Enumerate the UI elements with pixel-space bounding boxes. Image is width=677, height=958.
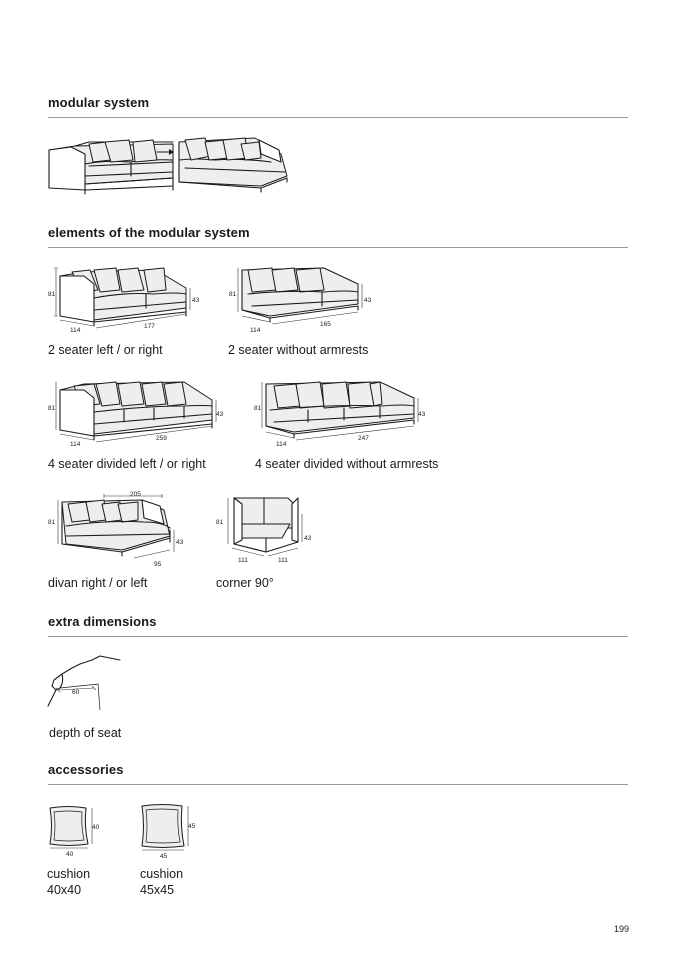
caption-divan: divan right / or left xyxy=(48,576,148,590)
dim-side-a: 111 xyxy=(238,557,248,564)
section-title-accessories: accessories xyxy=(48,762,124,777)
caption-two-seater-left: 2 seater left / or right xyxy=(48,343,163,357)
cushion-40-drawing xyxy=(44,802,114,862)
caption-cushion-45 xyxy=(140,866,183,898)
dim-seat-height: 43 xyxy=(216,411,224,418)
dim-height: 81 xyxy=(48,291,56,298)
dim-seat-height: 43 xyxy=(364,297,372,304)
caption-line-2: 40x40 xyxy=(47,883,82,897)
dim-depth: 114 xyxy=(70,441,81,448)
section-title-modular-system: modular system xyxy=(48,95,150,110)
caption-two-seater-no-arms: 2 seater without armrests xyxy=(228,343,369,357)
dim-height: 81 xyxy=(254,405,262,412)
section-divider xyxy=(48,247,628,248)
dim-seat-height: 43 xyxy=(192,297,200,304)
dim-width: 165 xyxy=(320,321,331,328)
modular-system-illustration xyxy=(45,132,295,204)
dim-side-b: 111 xyxy=(278,557,288,564)
divan-drawing xyxy=(44,490,194,572)
four-seater-divided-left-drawing xyxy=(44,378,224,450)
dim-height: 81 xyxy=(48,405,56,412)
caption-line-1: cushion xyxy=(140,867,184,881)
dim-cushion-height: 40 xyxy=(92,824,100,831)
dim-seat-height: 43 xyxy=(304,535,312,542)
caption-depth-of-seat: depth of seat xyxy=(49,726,122,740)
two-seater-no-arms-drawing xyxy=(228,264,388,336)
section-title-extra-dimensions: extra dimensions xyxy=(48,614,157,629)
dim-seat-height: 43 xyxy=(418,411,426,418)
dim-cushion-width: 40 xyxy=(66,851,74,858)
dim-seat-depth: 60 xyxy=(72,689,80,696)
section-title-elements: elements of the modular system xyxy=(48,225,250,240)
dim-width: 247 xyxy=(358,435,369,442)
caption-four-seater-divided-left: 4 seater divided left / or right xyxy=(48,457,206,471)
dim-depth: 114 xyxy=(276,441,287,448)
dim-seat-height: 43 xyxy=(176,539,184,546)
dim-cushion-height: 45 xyxy=(188,823,196,830)
four-seater-no-arms-drawing xyxy=(252,378,432,450)
caption-line-2: 45x45 xyxy=(140,883,175,897)
dim-height: 81 xyxy=(229,291,237,298)
caption-line-1: cushion xyxy=(47,867,91,881)
dim-height: 81 xyxy=(48,519,56,526)
dim-cushion-width: 45 xyxy=(160,853,168,860)
dim-width: 177 xyxy=(144,323,155,330)
section-divider xyxy=(48,784,628,785)
caption-cushion-40 xyxy=(47,866,90,898)
corner-drawing xyxy=(212,490,322,572)
two-seater-left-drawing xyxy=(44,264,204,336)
caption-corner: corner 90° xyxy=(216,576,274,590)
dim-depth: 114 xyxy=(70,327,81,334)
caption-four-seater-no-arms: 4 seater divided without armrests xyxy=(255,457,439,471)
dim-width: 205 xyxy=(130,491,141,498)
section-divider xyxy=(48,636,628,637)
dim-height: 81 xyxy=(216,519,224,526)
cushion-45-drawing xyxy=(136,800,206,862)
section-divider xyxy=(48,117,628,118)
page-number: 199 xyxy=(614,924,630,934)
dim-depth: 95 xyxy=(154,561,162,568)
dim-depth: 114 xyxy=(250,327,261,334)
dim-width: 259 xyxy=(156,435,167,442)
seat-depth-drawing xyxy=(44,652,134,720)
